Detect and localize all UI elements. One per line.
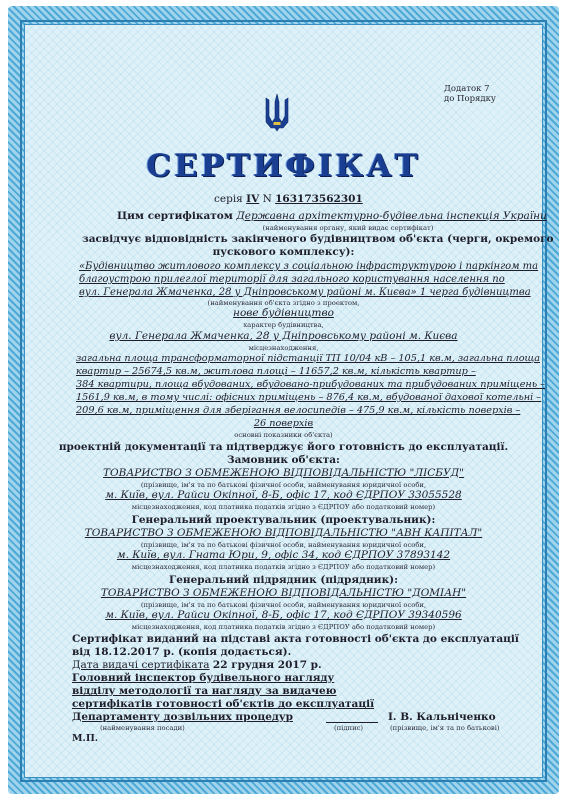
designer-caption-2: місцезнаходження, код платника податків згідно з ЄДРПОУ або податковий номер) [131, 563, 436, 571]
position-caption: (найменування посади) [100, 724, 185, 732]
customer-caption: (прізвище, ім'я та по батькові фізичної особи, найменування юридичної особи, [140, 481, 427, 489]
issuer-prefix: Цим сертифікатом [117, 210, 233, 222]
contractor-address: м. Київ, вул. Райси Окіпної, 8-Б, офіс 17, код ЄДРПОУ 39340596 [105, 609, 462, 621]
issuer-row [117, 210, 547, 223]
official-line-4: Департаменту дозвільних процедур [72, 711, 293, 723]
designer-address: м. Київ, вул. Гната Юри, 9, офіс 34, код ЄДРПОУ 37893142 [116, 549, 451, 561]
issue-date-row [72, 659, 322, 672]
certifies-line-1: засвідчує відповідність закінченого будівництвом об'єкта (черги, окремого [82, 233, 554, 245]
basis-line-1: Сертифікат виданий на підставі акта готовності об'єкта до експлуатації [72, 633, 519, 645]
stamp-place: М.П. [72, 733, 99, 744]
construction-type-caption: характер будівництва, [243, 321, 324, 329]
indicator-line-6: 26 поверхів [253, 418, 314, 429]
designer-name: ТОВАРИСТВО З ОБМЕЖЕНОЮ ВІДПОВІДАЛЬНІСТЮ "АВН КАПІТАЛ" [84, 527, 483, 539]
object-line-3: вул. Генерала Жмаченка, 28 у Дніпровському районі м. Києва» 1 черга будівництва [79, 287, 531, 298]
annex-line-1: Додаток 7 [444, 84, 490, 94]
customer-heading: Замовник об'єкта: [227, 454, 340, 466]
object-line-2: благоустрою прилеглої території для загального користування населення по [79, 274, 505, 285]
indicator-line-1: загальна площа трансформаторної підстанції ТП 10/04 кВ – 105,1 кв.м, загальна площа [76, 353, 541, 364]
contractor-caption-2: місцезнаходження, код платника податків згідно з ЄДРПОУ або податковий номер) [131, 623, 436, 631]
signature-caption: (підпис) [334, 724, 364, 732]
readiness-statement: проектній документації та підтверджує його готовність до експлуатації. [58, 441, 509, 453]
customer-name: ТОВАРИСТВО З ОБМЕЖЕНОЮ ВІДПОВІДАЛЬНІСТЮ "ЛІСБУД" [103, 467, 464, 479]
construction-type: нове будівництво [233, 307, 334, 319]
official-line-3: сертифікатів готовності об'єктів до експлуатації [72, 698, 375, 710]
signer-caption: (прізвище, ім'я та по батькові) [390, 724, 500, 732]
trident-icon [264, 92, 290, 132]
official-line-1: Головний інспектор будівельного нагляду [72, 672, 335, 684]
certifies-line-2: пускового комплексу): [212, 246, 355, 258]
object-location: вул. Генерала Жмаченка, 28 у Дніпровському районі м. Києва [109, 330, 458, 342]
customer-caption-2: місцезнаходження, код платника податків згідно з ЄДРПОУ або податковий номер) [131, 503, 436, 511]
designer-heading: Генеральний проектувальник (проектувальник): [131, 514, 436, 526]
signature-line [326, 722, 378, 723]
object-line-1: «Будівництво житлового комплексу з соціальною інфраструктурою і паркінгом та [79, 261, 539, 272]
certificate-title: СЕРТИФІКАТ [146, 148, 421, 184]
series-label: серія [214, 193, 243, 205]
official-line-2: відділу методології та нагляду за видачею [72, 685, 337, 697]
series-value: IV [246, 193, 260, 205]
issue-date-label: Дата видачі сертифіката [72, 659, 210, 671]
indicator-line-2: квартир – 25674,5 кв.м, житлова площі – 11657,2 кв.м, кількість квартир – [76, 366, 476, 377]
issuer-caption: (найменування органу, який видає сертифікат) [262, 224, 434, 232]
contractor-caption: (прізвище, ім'я та по батькові фізичної особи, найменування юридичної особи, [140, 601, 427, 609]
customer-address: м. Київ, вул. Райси Окіпної, 8-Б, офіс 17, код ЄДРПОУ 33055528 [105, 489, 462, 501]
issuer-name: Державна архітектурно-будівельна інспекція України [236, 210, 547, 222]
indicator-line-3: 384 квартири, площа вбудованих, вбудовано-прибудованих та прибудованих приміщень – [76, 379, 546, 390]
indicator-line-4: 1561,9 кв.м, в тому числі: офісних приміщень – 876,4 кв.м, вбудованої дахової котельні – [76, 392, 542, 403]
issue-date-value: 22 грудня 2017 р. [212, 659, 322, 671]
signer-name: І. В. Кальніченко [388, 711, 496, 723]
indicator-line-5: 209,6 кв.м, приміщення для зберігання велосипедів – 475,9 кв.м, кількість поверхів – [76, 405, 521, 416]
designer-caption: (прізвище, ім'я та по батькові фізичної особи, найменування юридичної особи, [140, 541, 427, 549]
object-caption: (найменування об'єкта згідно з проектом, [207, 299, 360, 307]
number-label: N [262, 193, 272, 205]
location-caption: місцезнаходження, [248, 344, 319, 352]
contractor-name: ТОВАРИСТВО З ОБМЕЖЕНОЮ ВІДПОВІДАЛЬНІСТЮ "ДОМІАН" [100, 587, 467, 599]
annex-line-2: до Порядку [444, 94, 496, 104]
basis-line-2: від 18.12.2017 р. (копія додається). [72, 646, 292, 658]
indicators-caption: основні показники об'єкта) [234, 431, 333, 439]
series-row [214, 193, 363, 206]
certificate-number: 163173562301 [275, 193, 363, 205]
contractor-heading: Генеральний підрядник (підрядник): [168, 574, 398, 586]
